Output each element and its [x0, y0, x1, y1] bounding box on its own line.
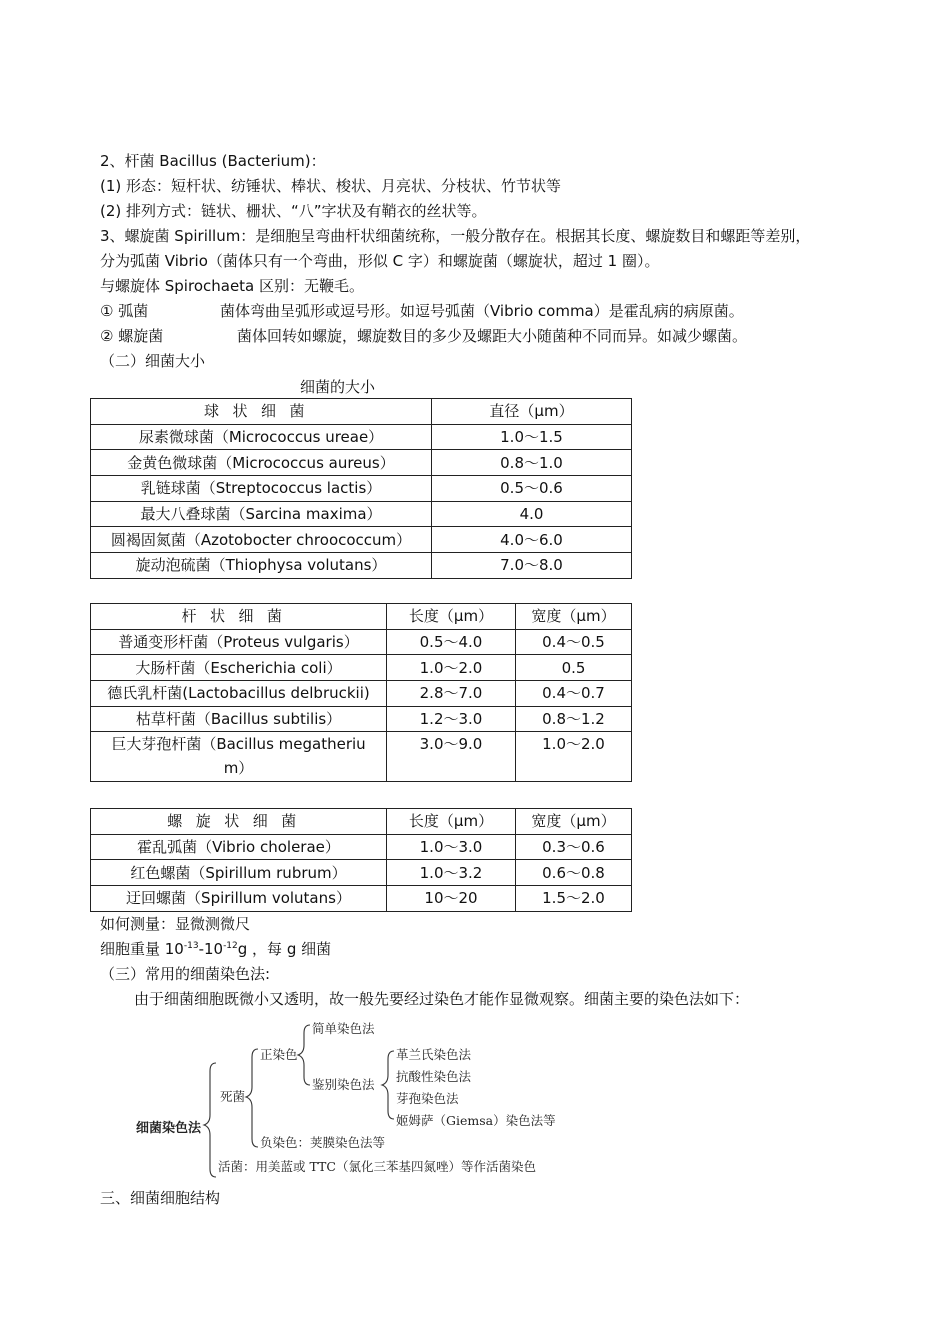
table-row	[91, 655, 632, 681]
bacillus-morphology: (1) 形态：短杆状、纺锤状、棒状、梭状、月亮状、分枝状、竹节状等	[100, 177, 562, 195]
table-cell: 1.0～2.0	[516, 732, 632, 782]
positive-brace	[298, 1025, 310, 1085]
section-three-heading: 三、细菌细胞结构	[100, 1189, 221, 1207]
table-header-cell: 直径（μm）	[432, 399, 632, 425]
differential-brace	[382, 1051, 394, 1119]
table-cell: 1.0～2.0	[387, 655, 516, 681]
spirillum-label: ② 螺旋菌	[100, 327, 164, 345]
table-header-cell: 长度（μm）	[387, 604, 516, 630]
table-cell: 1.2～3.0	[387, 706, 516, 732]
table-cell: 3.0～9.0	[387, 732, 516, 782]
stain-spore: 芽孢染色法	[396, 1091, 459, 1106]
table-cell: 旋动泡硫菌（Thiophysa volutans）	[91, 553, 432, 579]
stain-heading: （三）常用的细菌染色法:	[100, 965, 271, 983]
table-cell: 4.0～6.0	[432, 527, 632, 553]
table-row	[91, 476, 632, 502]
table-header-row	[91, 399, 632, 425]
table-cell: 迂回螺菌（Spirillum volutans）	[91, 886, 387, 912]
stain-root: 细菌染色法	[136, 1121, 202, 1136]
vibrio-text: 菌体弯曲呈弧形或逗号形。如逗号弧菌（Vibrio comma）是霍乱病的病原菌。	[220, 302, 744, 320]
table-cell: 1.0～3.2	[387, 860, 516, 886]
table-cell: 红色螺菌（Spirillum rubrum）	[91, 860, 387, 886]
table-header-cell: 宽度（μm）	[516, 604, 632, 630]
table-row	[91, 527, 632, 553]
table-cell: 7.0～8.0	[432, 553, 632, 579]
spirillum-line	[100, 326, 747, 346]
weight-pre: 细胞重量 10	[100, 940, 184, 958]
stain-positive: 正染色	[260, 1047, 298, 1062]
table-cell: 0.4～0.5	[516, 629, 632, 655]
spirillum-classes: 分为弧菌 Vibrio（菌体只有一个弯曲，形似 C 字）和螺旋菌（螺旋状，超过 1 圈）。	[100, 252, 660, 270]
table-cell: 尿素微球菌（Micrococcus ureae）	[91, 424, 432, 450]
table-cell: 2.8～7.0	[387, 681, 516, 707]
table-cell: 1.0～1.5	[432, 424, 632, 450]
table-row	[91, 629, 632, 655]
stain-live: 活菌：用美蓝或 TTC（氯化三苯基四氮唑）等作活菌染色	[218, 1159, 536, 1174]
spirillum-definition: 3、螺旋菌 Spirillum：是细胞呈弯曲杆状细菌统称，一般分散存在。根据其长度、螺旋数目和螺距等差别，	[100, 227, 811, 245]
weight-post: g ，每 g 细菌	[237, 940, 332, 958]
vibrio-line	[100, 301, 744, 321]
size-heading: （二）细菌大小	[100, 352, 206, 370]
table-cell: 4.0	[432, 501, 632, 527]
weight-mid: -10	[198, 940, 224, 958]
table-header-row	[91, 809, 632, 835]
table-row	[91, 732, 632, 782]
table-row	[91, 834, 632, 860]
stain-intro: 由于细菌细胞既微小又透明，故一般先要经过染色才能作显微观察。细菌主要的染色法如下：	[134, 990, 750, 1008]
table-cell: 霍乱弧菌（Vibrio cholerae）	[91, 834, 387, 860]
table-cell: 0.5	[516, 655, 632, 681]
table-cell: 最大八叠球菌（Sarcina maxima）	[91, 501, 432, 527]
table-row	[91, 501, 632, 527]
spirochaeta-difference: 与螺旋体 Spirochaeta 区别：无鞭毛。	[100, 277, 365, 295]
table-cell: 0.8～1.0	[432, 450, 632, 476]
stain-differential: 鉴别染色法	[312, 1077, 375, 1092]
staining-methods-diagram	[130, 1015, 570, 1180]
measure-line: 如何测量：显微测微尺	[100, 915, 251, 933]
table-cell: 大肠杆菌（Escherichia coli）	[91, 655, 387, 681]
weight-exp1: -13	[183, 941, 199, 951]
table-cell: 金黄色微球菌（Micrococcus aureus）	[91, 450, 432, 476]
table-cell: 0.5～0.6	[432, 476, 632, 502]
table-cell: 0.6～0.8	[516, 860, 632, 886]
table-caption: 细菌的大小	[300, 378, 376, 396]
dead-brace	[246, 1049, 258, 1147]
table-cell: 巨大芽孢杆菌（Bacillus megatherium）	[91, 732, 387, 782]
table-row	[91, 681, 632, 707]
table-cell: 1.0～3.0	[387, 834, 516, 860]
stain-dead: 死菌	[220, 1089, 246, 1104]
weight-exp2: -12	[223, 941, 238, 951]
table-row	[91, 886, 632, 912]
spiral-size-table	[90, 808, 632, 912]
spirillum-text: 菌体回转如螺旋，螺旋数目的多少及螺距大小随菌种不同而异。如减少螺菌。	[237, 327, 748, 345]
table-cell: 1.5～2.0	[516, 886, 632, 912]
stain-gram: 革兰氏染色法	[396, 1047, 472, 1062]
table-cell: 10～20	[387, 886, 516, 912]
stain-giemsa: 姬姆萨（Giemsa）染色法等	[396, 1113, 556, 1128]
table-cell: 枯草杆菌（Bacillus subtilis）	[91, 706, 387, 732]
table-cell: 乳链球菌（Streptococcus lactis）	[91, 476, 432, 502]
table-row	[91, 553, 632, 579]
table-cell: 德氏乳杆菌(Lactobacillus delbruckii)	[91, 681, 387, 707]
table-header-cell: 球状细菌	[91, 399, 432, 425]
table-row	[91, 450, 632, 476]
table-header-cell: 宽度（μm）	[516, 809, 632, 835]
table-header-row	[91, 604, 632, 630]
stain-acid-fast: 抗酸性染色法	[396, 1069, 472, 1084]
vibrio-label: ① 弧菌	[100, 302, 149, 320]
table-cell: 普通变形杆菌（Proteus vulgaris）	[91, 629, 387, 655]
root-brace	[204, 1063, 216, 1177]
table-header-cell: 长度（μm）	[387, 809, 516, 835]
diagram-braces	[130, 1015, 570, 1180]
table-cell: 0.3～0.6	[516, 834, 632, 860]
table-header-cell: 螺旋状细菌	[91, 809, 387, 835]
stain-simple: 简单染色法	[312, 1021, 375, 1036]
weight-line	[100, 939, 331, 959]
bacillus-heading: 2、杆菌 Bacillus (Bacterium)：	[100, 152, 326, 170]
table-row	[91, 424, 632, 450]
cocci-size-table	[90, 398, 632, 579]
bacillus-arrangement: (2) 排列方式：链状、栅状、“八”字状及有鞘衣的丝状等。	[100, 202, 487, 220]
table-cell: 0.5～4.0	[387, 629, 516, 655]
table-cell: 0.8～1.2	[516, 706, 632, 732]
stain-negative: 负染色：荚膜染色法等	[260, 1135, 386, 1150]
table-cell: 圆褐固氮菌（Azotobocter chroococcum）	[91, 527, 432, 553]
table-header-cell: 杆状细菌	[91, 604, 387, 630]
table-row	[91, 860, 632, 886]
table-row	[91, 706, 632, 732]
bacilli-size-table	[90, 603, 632, 782]
table-cell: 0.4～0.7	[516, 681, 632, 707]
